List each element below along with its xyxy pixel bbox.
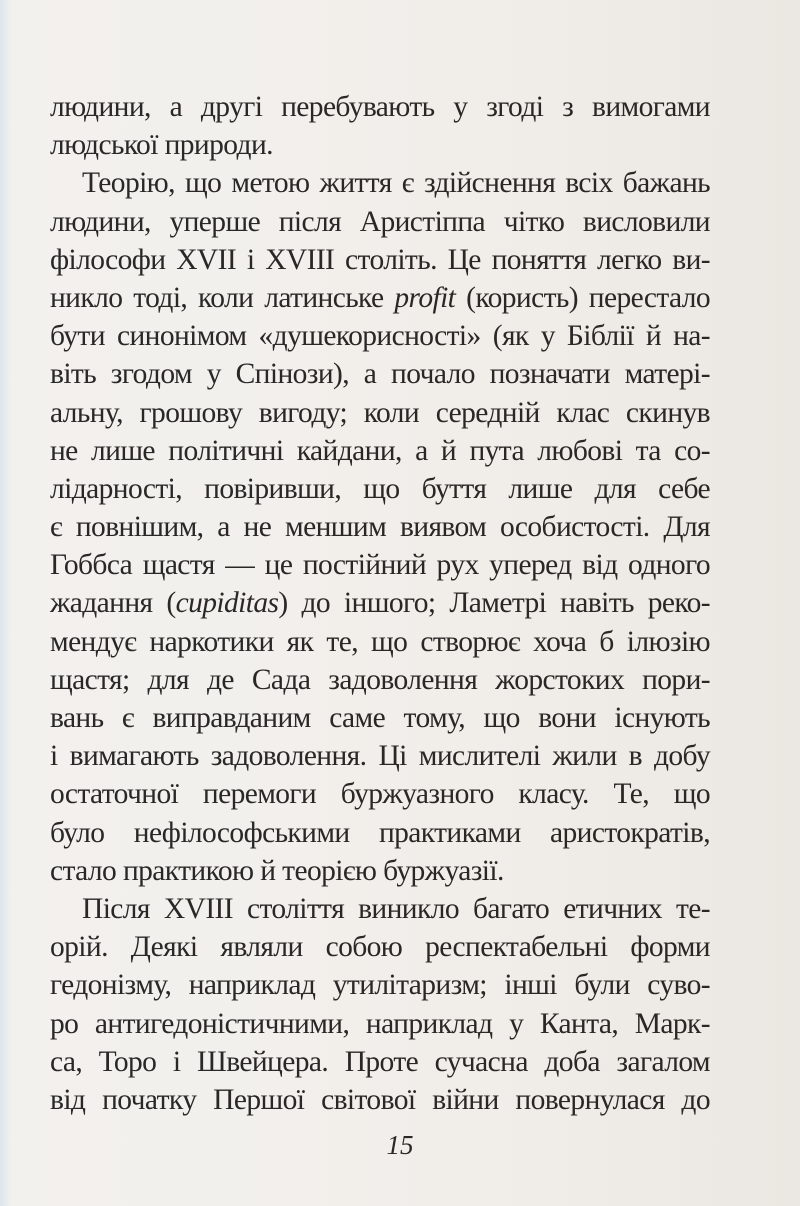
italic-term: cupiditas — [175, 587, 279, 620]
text-segment: никло тоді, коли латинське — [50, 281, 395, 314]
text-line: було нефілософськими практиками аристократів, — [50, 816, 710, 849]
text-line: вань є виправданим саме тому, що вони існують — [50, 702, 710, 734]
text-line: Гоббса щастя — це постійний рух уперед від одного — [50, 549, 710, 582]
paragraph-start-line: Після XVIII століття виникло багато етичних те- — [82, 892, 710, 925]
text-line: ро антигедоністичними, наприклад у Канта, Марк- — [50, 1007, 710, 1040]
text-line — [50, 584, 710, 622]
text-segment: жадання ( — [50, 587, 176, 620]
text-segment: (користь) перестало — [455, 281, 711, 314]
text-line: віть згодом у Спінози), а почало позначати матері- — [50, 358, 710, 391]
text-line: мендує наркотики як те, що створює хоча б ілюзію — [50, 625, 710, 658]
text-line: є повнішим, а не меншим виявом особистості. Для — [50, 511, 710, 544]
italic-term: profit — [394, 281, 456, 314]
text-line: орій. Деякі являли собою респектабельні форми — [50, 931, 710, 964]
text-line: людини, а другі перебувають у згоді з вимогами — [50, 91, 710, 123]
text-segment: ) до іншого; Ламетрі навіть реко- — [278, 587, 710, 620]
text-line: людської природи. — [50, 129, 273, 162]
text-line: остаточної перемоги буржуазного класу. Те, що — [50, 778, 710, 811]
text-line — [50, 279, 710, 317]
text-line: і вимагають задоволення. Ці мислителі жили в добу — [50, 740, 710, 773]
text-line: щастя; для де Сада задоволення жорстоких пори- — [50, 663, 710, 696]
text-line: бути синонімом «душекорисності» (як у Біблії й на- — [50, 320, 710, 353]
text-line: філософи XVII і XVIII століть. Це поняття легко ви- — [50, 243, 710, 276]
text-line: са, Торо і Швейцера. Проте сучасна доба загалом — [50, 1045, 710, 1078]
text-line: не лише політичні кайдани, а й пута любові та со- — [50, 434, 710, 467]
text-line: гедонізму, наприклад утилітаризм; інші були суво- — [50, 969, 710, 1002]
page-number: 15 — [386, 1130, 414, 1160]
text-line: альну, грошову вигоду; коли середній клас скинув — [50, 396, 710, 429]
text-line: від початку Першої світової війни повернулася до — [50, 1083, 710, 1116]
text-line: людини, уперше після Аристіппа чітко висловили — [50, 205, 710, 238]
paragraph-start-line: Теорію, що метою життя є здійснення всіх бажань — [82, 167, 710, 200]
body-text — [50, 88, 710, 1119]
text-line: лідарності, повіривши, що буття лише для себе — [50, 472, 710, 505]
text-line: стало практикою й теорією буржуазії. — [50, 854, 504, 887]
